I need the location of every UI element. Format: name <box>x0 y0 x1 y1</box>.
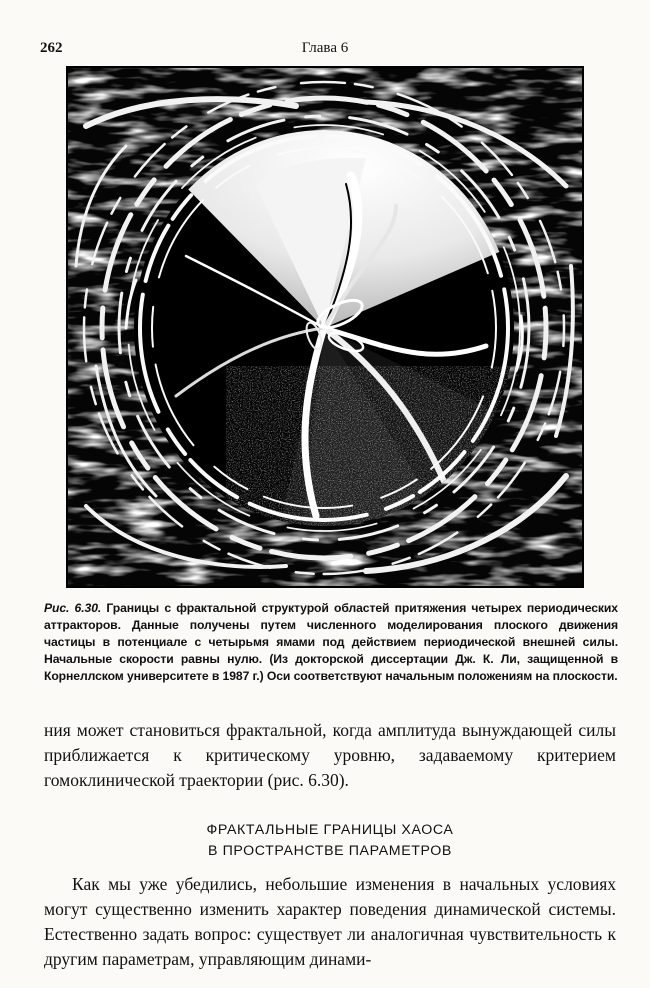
section-heading-line: В ПРОСТРАНСТВЕ ПАРАМЕТРОВ <box>208 843 452 859</box>
section-heading <box>44 820 616 862</box>
fractal-basin-image <box>66 66 584 588</box>
section-heading-line: ФРАКТАЛЬНЫЕ ГРАНИЦЫ ХАОСА <box>206 822 454 838</box>
running-header <box>40 40 610 62</box>
body-paragraph: Как мы уже убедились, небольшие изменения в начальных условиях могут существенно изменить характер поведения динамической системы. Естественно задать вопрос: существует ли аналогичная чувствительность к другим параметрам, управляющим динами- <box>44 874 616 969</box>
fractal-basin-figure <box>66 66 584 588</box>
figure-caption-text: Границы с фрактальной структурой областей притяжения четырех периодических аттракторов. Данные получены путем численного моделирования плоского движения частицы в потенциале с четырьмя ямами под действием периодической внешней силы. Начальные скорости равны нулю. (Из докторской диссертации Дж. К. Ли, защищенной в Корнеллском университете в 1987 г.) Оси соответствуют начальным положениям на плоскости. <box>44 601 618 683</box>
page-number: 262 <box>40 40 63 56</box>
figure-label: Рис. 6.30. <box>44 601 102 615</box>
chapter-title: Глава 6 <box>301 40 349 56</box>
body-paragraph: ния может становиться фрактальной, когда амплитуда вынуждающей силы приближается к критическому уровню, задаваемому критерием гомоклинической траектории (рис. 6.30). <box>44 720 616 790</box>
figure-caption <box>44 600 618 685</box>
